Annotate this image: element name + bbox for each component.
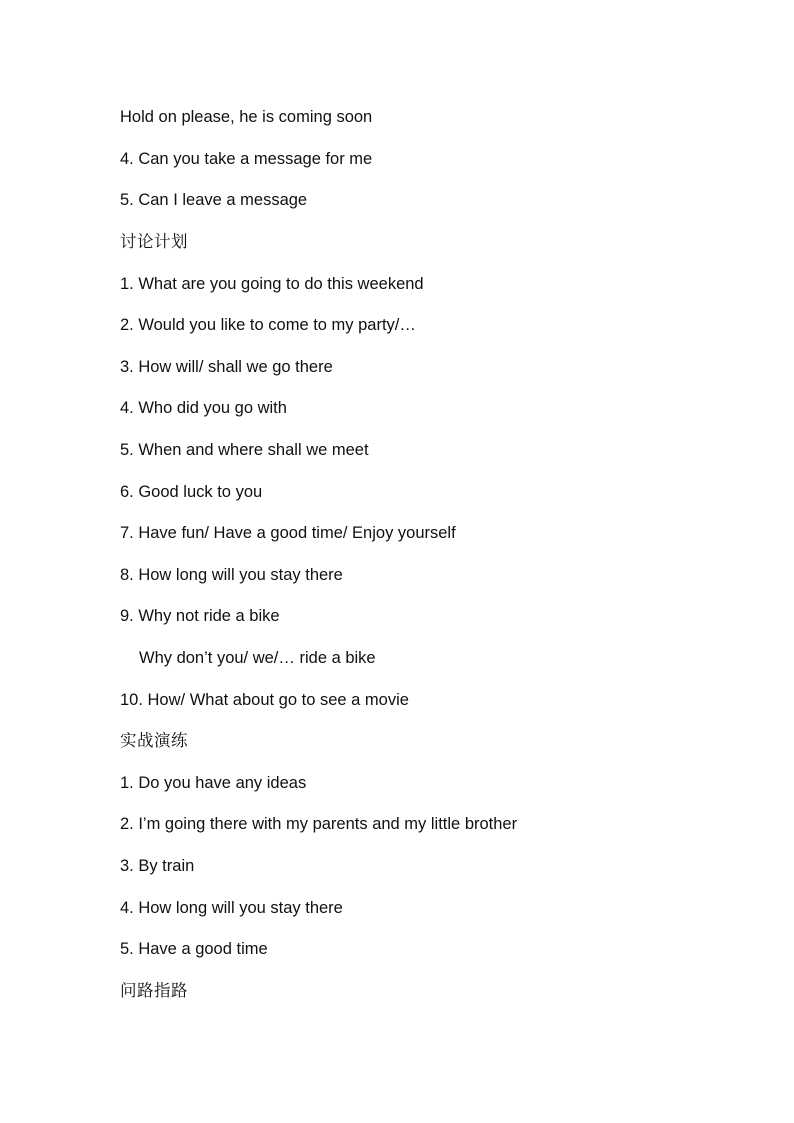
text-line: 3. How will/ shall we go there [120,358,333,376]
text-line: 4. Who did you go with [120,399,287,417]
text-line: 6. Good luck to you [120,483,263,501]
text-line: 8. How long will you stay there [120,566,343,584]
text-line: 10. How/ What about go to see a movie [120,691,409,709]
text-line: 5. Have a good time [120,940,268,958]
text-line: 1. What are you going to do this weekend [120,275,424,293]
text-line: 2. I’m going there with my parents and my little brother [120,815,518,833]
text-line: Hold on please, he is coming soon [120,108,373,126]
text-line: 9. Why not ride a bike [120,607,280,625]
text-line-indented: Why don’t you/ we/… ride a bike [139,649,376,667]
text-line: 5. When and where shall we meet [120,441,369,459]
section-heading: 讨论计划 [120,232,188,251]
text-line: 4. Can you take a message for me [120,150,373,168]
section-heading: 问路指路 [120,981,188,1000]
section-heading: 实战演练 [120,731,188,750]
text-line: 3. By train [120,857,195,875]
text-line: 2. Would you like to come to my party/… [120,316,416,334]
text-line: 4. How long will you stay there [120,899,343,917]
text-line: 7. Have fun/ Have a good time/ Enjoy yourself [120,524,456,542]
text-line: 1. Do you have any ideas [120,774,307,792]
text-line: 5. Can I leave a message [120,191,308,209]
